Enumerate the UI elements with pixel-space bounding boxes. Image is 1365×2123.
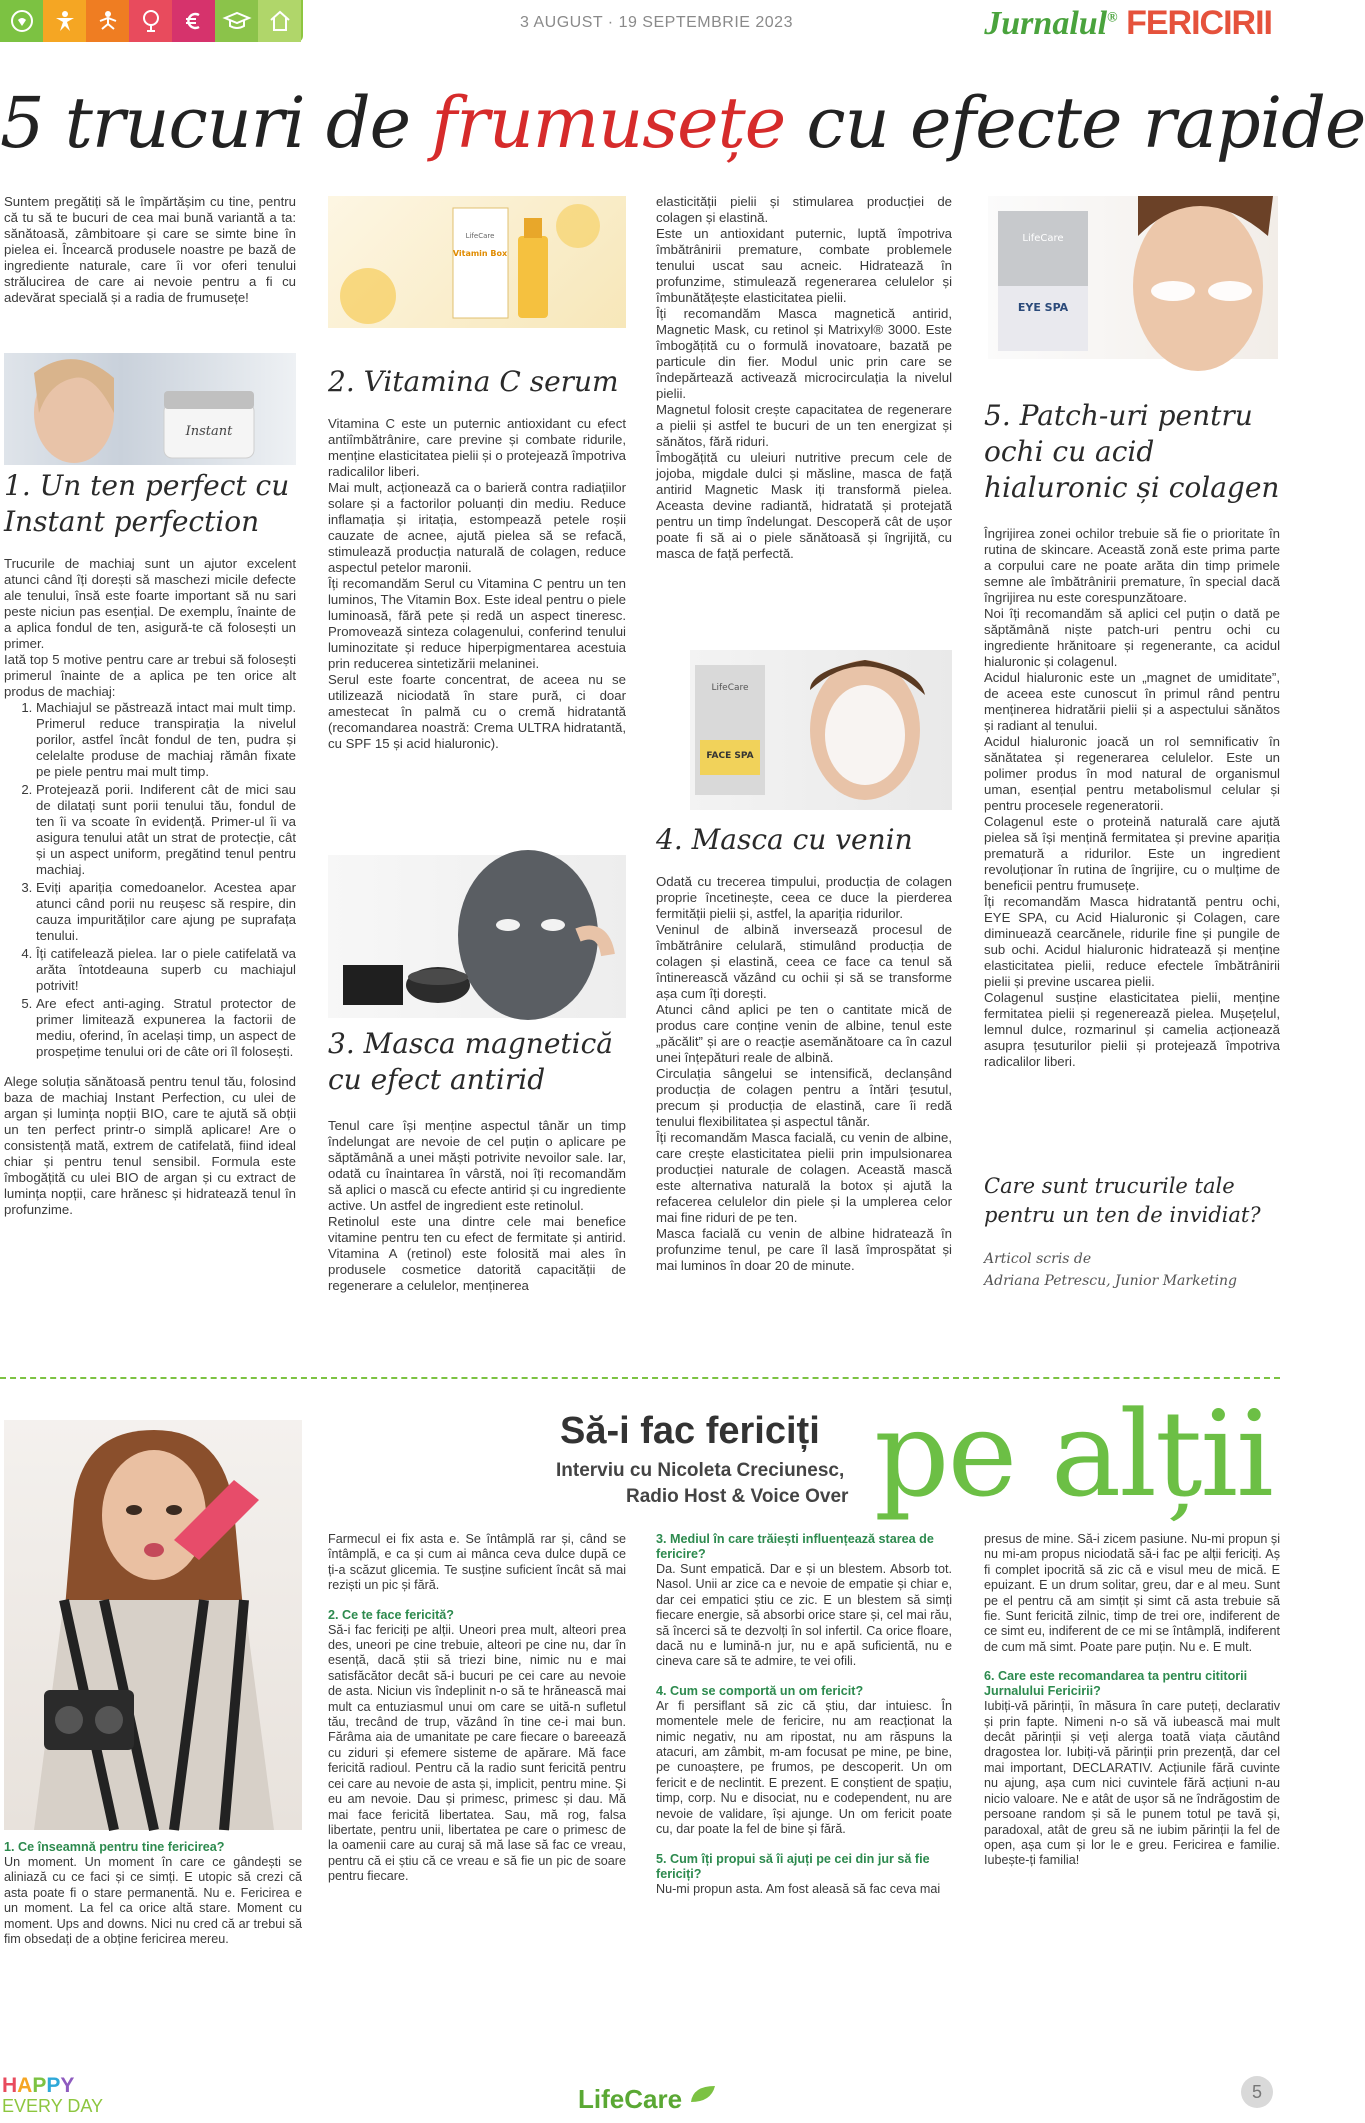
interview-subtitle-role: Radio Host & Voice Over [626,1486,849,1507]
section4-p2: Veninul de albină inversează procesul de îmbătrânire celulară, stimulând producția de colagen și elastină, ceea ce face ca tenul să întinerească văzând cu ochii și să se transforme așa cum îți dorești. [656,922,952,1001]
svg-text:LifeCare: LifeCare [711,683,749,693]
answer-1-continued: Farmecul ei fix asta e. Se întâmplă rar și, când se întâmplă, e ca și cum ai mânca ceva dulce după ce ți-a scăzut glicemia. Te susține suficient încât să mai reziști un pic și fără. [328,1532,626,1593]
section2-body [328,416,626,752]
section5-heading: 5. Patch-uri pentru ochi cu acid hialuronic și colagen [984,399,1280,504]
section1-p2: Iată top 5 motive pentru care ar trebui să folosești primerul înainte de a aplica pe ten orice alt produs de machiaj: [4,652,296,699]
section5-p2: Noi îți recomandăm să aplici cel puțin o dată pe săptămână niște patch-uri pentru ochi cu ingrediente hrănitoare și regenerante, ca acidul hialuronic și colagenul. [984,606,1280,669]
answer-6: Iubiți-vă părinții, în măsura în care puteți, declarativ și prin fapte. Nimeni n-o să vă iubească mai mult decât părinții și veți alerga toată viața căutând dragostea lor. Iubiți-vă părinții prin prezență, dar cel mai important, DECLARATIV. Acțiunile fără cuvinte nu ajung, așa cum nici cuvintele fără acțiuni n-au nicio valoare. Ne e atât de ușor să ne îndrăgostim de persoane random și să le punem totul pe tavă și, paradoxal, atât de greu să ne iubim părinții la fel de open, așa cum și lor le e greu. Fericirea e familie. Iubește-ți familia! [984,1699,1280,1868]
masthead-part1: Jurnalul [984,5,1108,42]
section5-p3: Acidul hialuronic este un „magnet de umiditate”, de aceea este cunoscut în primul rând pentru menținerea hidratării pielii și a aspectului sănătos și radiant al tenului. [984,670,1280,733]
section2-p4: Serul este foarte concentrat, de aceea nu se utilizează niciodată în stare pură, ci doar amestecat în palmă cu o cremă hidratantă (recomandarea noastră: Crema ULTRA hidratantă, cu SPF 15 și acid hialuronic). [328,672,626,751]
section4-body [656,874,952,1274]
answer-5: Nu-mi propun asta. Am fost aleasă să fac ceva mai [656,1881,941,1896]
interview-col2 [328,1532,626,1885]
bee-venom-mask-image [690,650,952,810]
euro-icon[interactable] [172,0,215,42]
eye-patches-image [988,196,1278,359]
interview-col4 [984,1532,1280,1869]
article-byline [984,1248,1280,1292]
lifecare-logo-text: LifeCare [578,2084,683,2114]
question-5: 5. Cum îți propui să îi ajuți pe cei din jur să fie fericiți? [656,1851,930,1881]
yoga-icon[interactable] [86,0,129,42]
vitamin-c-serum-image [328,196,626,328]
category-icon-bar [0,0,303,42]
list-item: 1. Machiajul se păstrează intact mai mult timp. Primerul reduce transpirația la nivelul porilor, astfel încât fondul de ten, pudra și celelalte produse de machiaj rămân fixate pe piele pentru mai mult timp. [36,700,296,780]
section5-p5: Colagenul este o proteină naturală care ajută pielea să își mențină fermitatea și previne apariția prematură a ridurilor. Este un ingredient revoluționar în rutina de îngrijire, cu o mulțime de beneficii pentru frumusețe. [984,814,1280,893]
section4-heading: 4. Masca cu venin [656,823,913,856]
section1-heading: 1. Un ten perfect cu Instant perfection [4,469,290,538]
list-item: 5. Are efect anti-aging. Stratul protector de primer limitează expunerea la factorii de mediu, oferind, în același timp, un aspect de prospețime tenului ori de câte ori îl folosești. [36,996,296,1060]
section5-body [984,526,1280,1070]
interview-subtitle-name: Interviu cu Nicoleta Creciunesc, [556,1460,845,1481]
product-label-vitamin-box: Vitamin Box [452,249,508,258]
issue-date-range: 3 AUGUST · 19 SEPTEMBRIE 2023 [520,14,793,31]
section3-p3: elasticității pielii și stimularea producției de colagen și elastină. [656,194,952,225]
section3-p6: Magnetul folosit crește capacitatea de regenerare a pielii și astfel te bucuri de un ten energizat și sănătos, fără riduri. [656,402,952,449]
registered-mark: ® [1107,10,1118,26]
section3-body [328,1118,626,1294]
list-item: 3. Eviți apariția comedoanelor. Acestea apar atunci când porii nu reușesc să respire, din cauza impurităților care ajung pe suprafața tenului. [36,880,296,944]
article-title [0,82,1365,164]
byline-author: Adriana Petrescu, Junior Marketing [984,1273,1237,1289]
intro-paragraph: Suntem pregătiți să le împărtășim cu tine, pentru că tu să te bucuri de cea mai bună variantă a ta: sănătoasă, zâmbitoare și care se simte bine în pielea ei. Încearcă produsele noastre pe bază de ingrediente naturale, care îi vor oferi tenului strălucirea de care ai nevoie pentru a fi cu adevărat specială și a radia de frumusețe! [4,194,296,305]
every-day-word: EVERY DAY [2,2096,104,2116]
section3-continued [656,194,952,562]
section4-p6: Masca facială cu venin de albine hidratează în profunzime tenul, pe care îl lasă împrospătat și mai luminos în doar 20 de minute. [656,1226,952,1273]
section5-p7: Colagenul susține elasticitatea pielii, menține fermitatea pielii și regenerează pielea. Mușețelul, lemnul dulce, rozmarinul și camelia acționează asupra țesuturilor pielii și protejează împotriva radicalilor liberi. [984,990,1280,1069]
heart-icon[interactable] [0,0,43,42]
happy-every-day-logo [2,2076,103,2116]
section2-p1: Vitamina C este un puternic antioxidant cu efect antiîmbătrânire, care previne și combate ridurile, menține elasticitatea pielii și o protejează împotriva radicalilor liberi. [328,416,626,479]
leaf-icon [689,2084,717,2104]
interview-col1 [4,1840,302,1947]
answer-3: Da. Sunt empatică. Dar e și un blestem. Absorb tot. Nasol. Unii ar zice ca e nevoie de empatie și chiar e, dar cei empatici știu ce zic. E un blestem să simți fiecare energie, să absorbi orice stare și, cel mai rău, să încerci să te dezvolți în sol infertil. Ca orice floare, dacă nu e lumină-n jur, nu e apă suficientă, nu e cineva care să te admire, te vei ofili. [656,1562,952,1669]
interview-col3 [656,1532,952,1897]
magnetic-mask-image [328,855,626,1018]
question-1: 1. Ce înseamnă pentru tine fericirea? [4,1840,225,1854]
happy-word: HAPPY [2,2074,75,2097]
svg-text:Instant: Instant [185,424,233,439]
section3-p4: Este un antioxidant puternic, luptă împotriva îmbătrânirii premature, combate problemele tenului uscat sau acneic. Hidratează în profunzime, stimulează regenerarea celulelor și îmbunătățește elasticitatea pielii. [656,226,952,305]
section5-p1: Îngrijirea zonei ochilor trebuie să fie o prioritate în rutina de skincare. Această zonă este prima parte a corpului care ne poate arăta din timp primele semne ale îmbătrânirii premature, în special dacă îngrijirea nu este corespunzătoare. [984,526,1280,605]
list-item: 4. Îți catifelează pielea. Iar o piele catifelată va arăta întotdeauna superb cu machiajul potrivit! [36,946,296,994]
interview-title: Să-i fac fericiți [560,1410,820,1452]
question-2: 2. Ce te face fericită? [328,1607,454,1622]
answer-5-continued: presus de mine. Să-i zicem pasiune. Nu-mi propun și nu mi-am propus niciodată să-i fac pe alții fericiți. Aș fi complet ipocrită să zic că e visul meu de mică. E epuizant. E un drum solitar, greu, dar e al meu. Sunt pe el pentru că am simțit și simt că asta trebuie să fie. Sunt fericită zilnic, timp de trei ore, indiferent de ce simt eu, indiferent de ce mi se întâmplă, indiferent de cum mă simt. Poate pare puțin. Nu e. E mult. [984,1532,1280,1654]
title-part2: cu efecte rapide [785,82,1365,164]
title-highlight: frumusețe [431,82,786,164]
nicoleta-portrait-image [4,1420,302,1830]
question-4: 4. Cum se comportă un om fericit? [656,1683,864,1698]
lifecare-logo[interactable] [578,2084,717,2115]
list-item: 2. Protejează porii. Indiferent cât de mici sau de dilatați sunt porii tenului tău, fondul de ten îi va scoate în evidență. Primer-ul îi va asigura tenului atât un strat de protecție, cât și un aspect uniform, pregătind tenul pentru machiaj. [36,782,296,878]
reader-question: Care sunt trucurile tale pentru un ten de invidiat? [984,1174,1261,1227]
section2-heading: 2. Vitamina C serum [328,365,619,398]
star-person-icon[interactable] [43,0,86,42]
section3-p7: Îmbogățită cu uleiuri nutritive precum cele de jojoba, migdale dulci și măsline, masca de față antirid Magnetic Mask iți transformă pielea. Aceasta devine radiantă, hidratată și protejată pentru un timp îndelungat. Descoperă cât de ușor poate fi să ai o piele sănătoasă și îngrijită, cu masca de față perfectă. [656,450,952,561]
section4-p5: Îți recomandăm Masca facială, cu venin de albine, care crește elasticitatea pielii prin impulsionarea producției naturale de colagen. Această mască este alternativa naturală la botox și ajută la refacerea celulelor din piele și la umplerea celor mai fine riduri de pe ten. [656,1130,952,1225]
woman-with-cream-image [4,353,296,465]
interview-big-word: pe alții [874,1385,1272,1523]
product-label-face-spa: FACE SPA [706,751,754,761]
mirror-icon[interactable] [129,0,172,42]
question-6: 6. Care este recomandarea ta pentru cititorii Jurnalului Fericirii? [984,1669,1248,1699]
section-divider [0,1377,1280,1379]
answer-1: Un moment. Un moment în care ce gândești se aliniază cu ce faci și ce simți. E utopic să crezi că asta poate fi o stare permanentă. Nu e. Fericirea e un moment. La fel ca orice altă stare. Moment cu moment. Ups and downs. Nici nu cred că ar trebui să fim obsedați de a obține fericirea mereu. [4,1855,302,1947]
graduation-cap-icon[interactable] [215,0,258,42]
section4-p3: Atunci când aplici pe ten o cantitate mică de produs care conține venin de albine, tenul este „păcălit” și are o reacție asemănătoare ca în cazul unei înțepături reale de albină. [656,1002,952,1065]
byline-label: Articol scris de [984,1251,1092,1267]
product-label-lifecare-2: LifeCare [1022,233,1064,244]
section1-p1: Trucurile de machiaj sunt un ajutor excelent atunci când îți dorești să maschezi micile defecte ale tenului, însă este foarte important să nu sari peste niciun pas esențial. De exemplu, înainte de a aplica fondul de ten, asigură-te că folosești un primer. [4,556,296,651]
section3-p1: Tenul care își menține aspectul tânăr un timp îndelungat are nevoie de cel puțin o aplicare pe săptămână a unei măști potrivite nevoilor sale. Iar, odată cu înaintarea în vârstă, noi îți recomandăm să aplici o mască cu efecte antirid și cu ingrediente active. Un astfel de ingredient este retinolul. [328,1118,626,1213]
section1-body [4,556,296,1218]
section3-p5: Îți recomandăm Masca magnetică antirid, Magnetic Mask, cu retinol și Matrixyl® 3000. Este îmbogățită cu o formulă inovatoare, bazată pe particule din fier. Modul unic prin care se îndepărtează activează microcirculația la nivelul pielii. [656,306,952,401]
product-label-lifecare: LifeCare [465,232,495,240]
section3-heading: 3. Masca magnetică cu efect antirid [328,1027,613,1096]
masthead-part2: FERICIRII [1126,4,1272,42]
section2-p3: Îți recomandăm Serul cu Vitamina C pentru un ten luminos, The Vitamin Box. Este ideal pentru o piele luminoasă, fără pete și redă un aspect tineresc. Promovează sinteza colagenului, conferind tenului luminozitate și reduce hiperpigmentarea acestuia prin reducerea sintetizării melaninei. [328,576,626,671]
answer-2: Să-i fac fericiți pe alții. Uneori prea mult, alteori prea des, uneori pe cine trebuie, alteori pe cine nu, dar în esență, dacă știi să triezi bine, nimic nu e mai satisfăcător decât să-i bucuri pe cei care au nevoie de asta. Niciun vis îndeplinit n-o să te hrănească mai mult ca entuziasmul unui om care se uită-n sufletul tău, trecând de trup, văzând în tine ce-i mai bun. Fărâma aia de umanitate pe care fiecare o bareează cu ziduri și efemere sisteme de apărare. Mă face fericită radioul. Pentru că la radio sunt fericită pentru cei care au nevoie de asta și, implicit, pentru mine. Și eu am nevoie. Dau și primesc, primesc și dau. Mă mai face fericită libertatea. Sau, mă rog, falsa libertate, pentru unii, libertatea pe care o primesc de la oamenii care au curaj să mă lase să fac ce vreau, pentru că ei știu că ce vreau e să fie un pic de soare pentru fiecare. [328,1622,626,1884]
section1-p3: Alege soluția sănătoasă pentru tenul tău, folosind baza de machiaj Instant Perfection, cu ulei de argan și lumința nopții BIO, care te ajută să obții un ten perfect printr-o simplă aplicare! Are o consistență mată, extrem de catifelată, fiind ideal chiar și pentru tenul sensibil. Formula este îmbogățită cu ulei BIO de argan și cu extract de lumința nopții, care hrănesc și hidratează tenul în profunzime. [4,1074,296,1217]
masthead-logo[interactable] [984,4,1272,43]
question-3: 3. Mediul în care trăiești influențează starea de fericire? [656,1532,934,1561]
product-label-eye-spa: EYE SPA [1017,301,1069,314]
house-icon[interactable] [258,0,301,42]
section3-p2: Retinolul este una dintre cele mai benefice vitamine pentru ten cu efect de fermitate și antirid. Vitamina A (retinol) este folosită mai ales în produsele cosmetice datorită capacității de regenerare a celulelor, menținerea [328,1214,626,1293]
section4-p4: Circulația sângelui se intensifică, declanșând producția de colagen pentru a întări țesutul, precum și producția de elastină, care îi redă tenului flexibilitatea și aspectul tânăr. [656,1066,952,1129]
page-number: 5 [1241,2076,1273,2108]
section4-p1: Odată cu trecerea timpului, producția de colagen proprie încetinește, ceea ce duce la pierderea fermității pielii și, astfel, la apariția ridurilor. [656,874,952,921]
section5-p4: Acidul hialuronic joacă un rol semnificativ în sănătatea și regenerarea celulelor. Este un polimer produs în mod natural de organismul uman, esențial pentru metabolismul celular și pentru procesele regeneratorii. [984,734,1280,813]
primer-reasons-list [4,700,296,1060]
title-part1: 5 trucuri de [0,82,432,164]
answer-4: Ar fi persiflant să zic că știu, dar intuiesc. În momentele mele de fericire, nu am reacționat la nimic negativ, nu am ripostat, nu am răspuns la atacuri, am zâmbit, m-am focusat pe mine, pe bine, pe cunoaștere, pe frumos, pe descoperit. Un om fericit e de neclintit. E prezent. E conștient de spațiu, timp, corp. Nu e disociat, nu e codependent, nu are nevoie de validare, își ajunge. Un om fericit poate cu, dar poate la fel de bine și fără. [656,1698,952,1837]
section5-p6: Îți recomandăm Masca hidratantă pentru ochi, EYE SPA, cu Acid Hialuronic și Colagen, care diminuează cearcănele, ridurile fine și pungile de sub ochi. Acidul hialuronic hidratează și menține elasticitatea pielii, reduce efectele îmbătrânirii pielii și previne uscarea pielii. [984,894,1280,989]
section2-p2: Mai mult, acționează ca o barieră contra radiațiilor solare și a factorilor poluanți din mediu. Reduce inflamația și iritația, estompează petele roșii cauzate de acnee, ajută pielea să se refacă, stimulează producția naturală de colagen, reduce aspectul petelor maronii. [328,480,626,575]
